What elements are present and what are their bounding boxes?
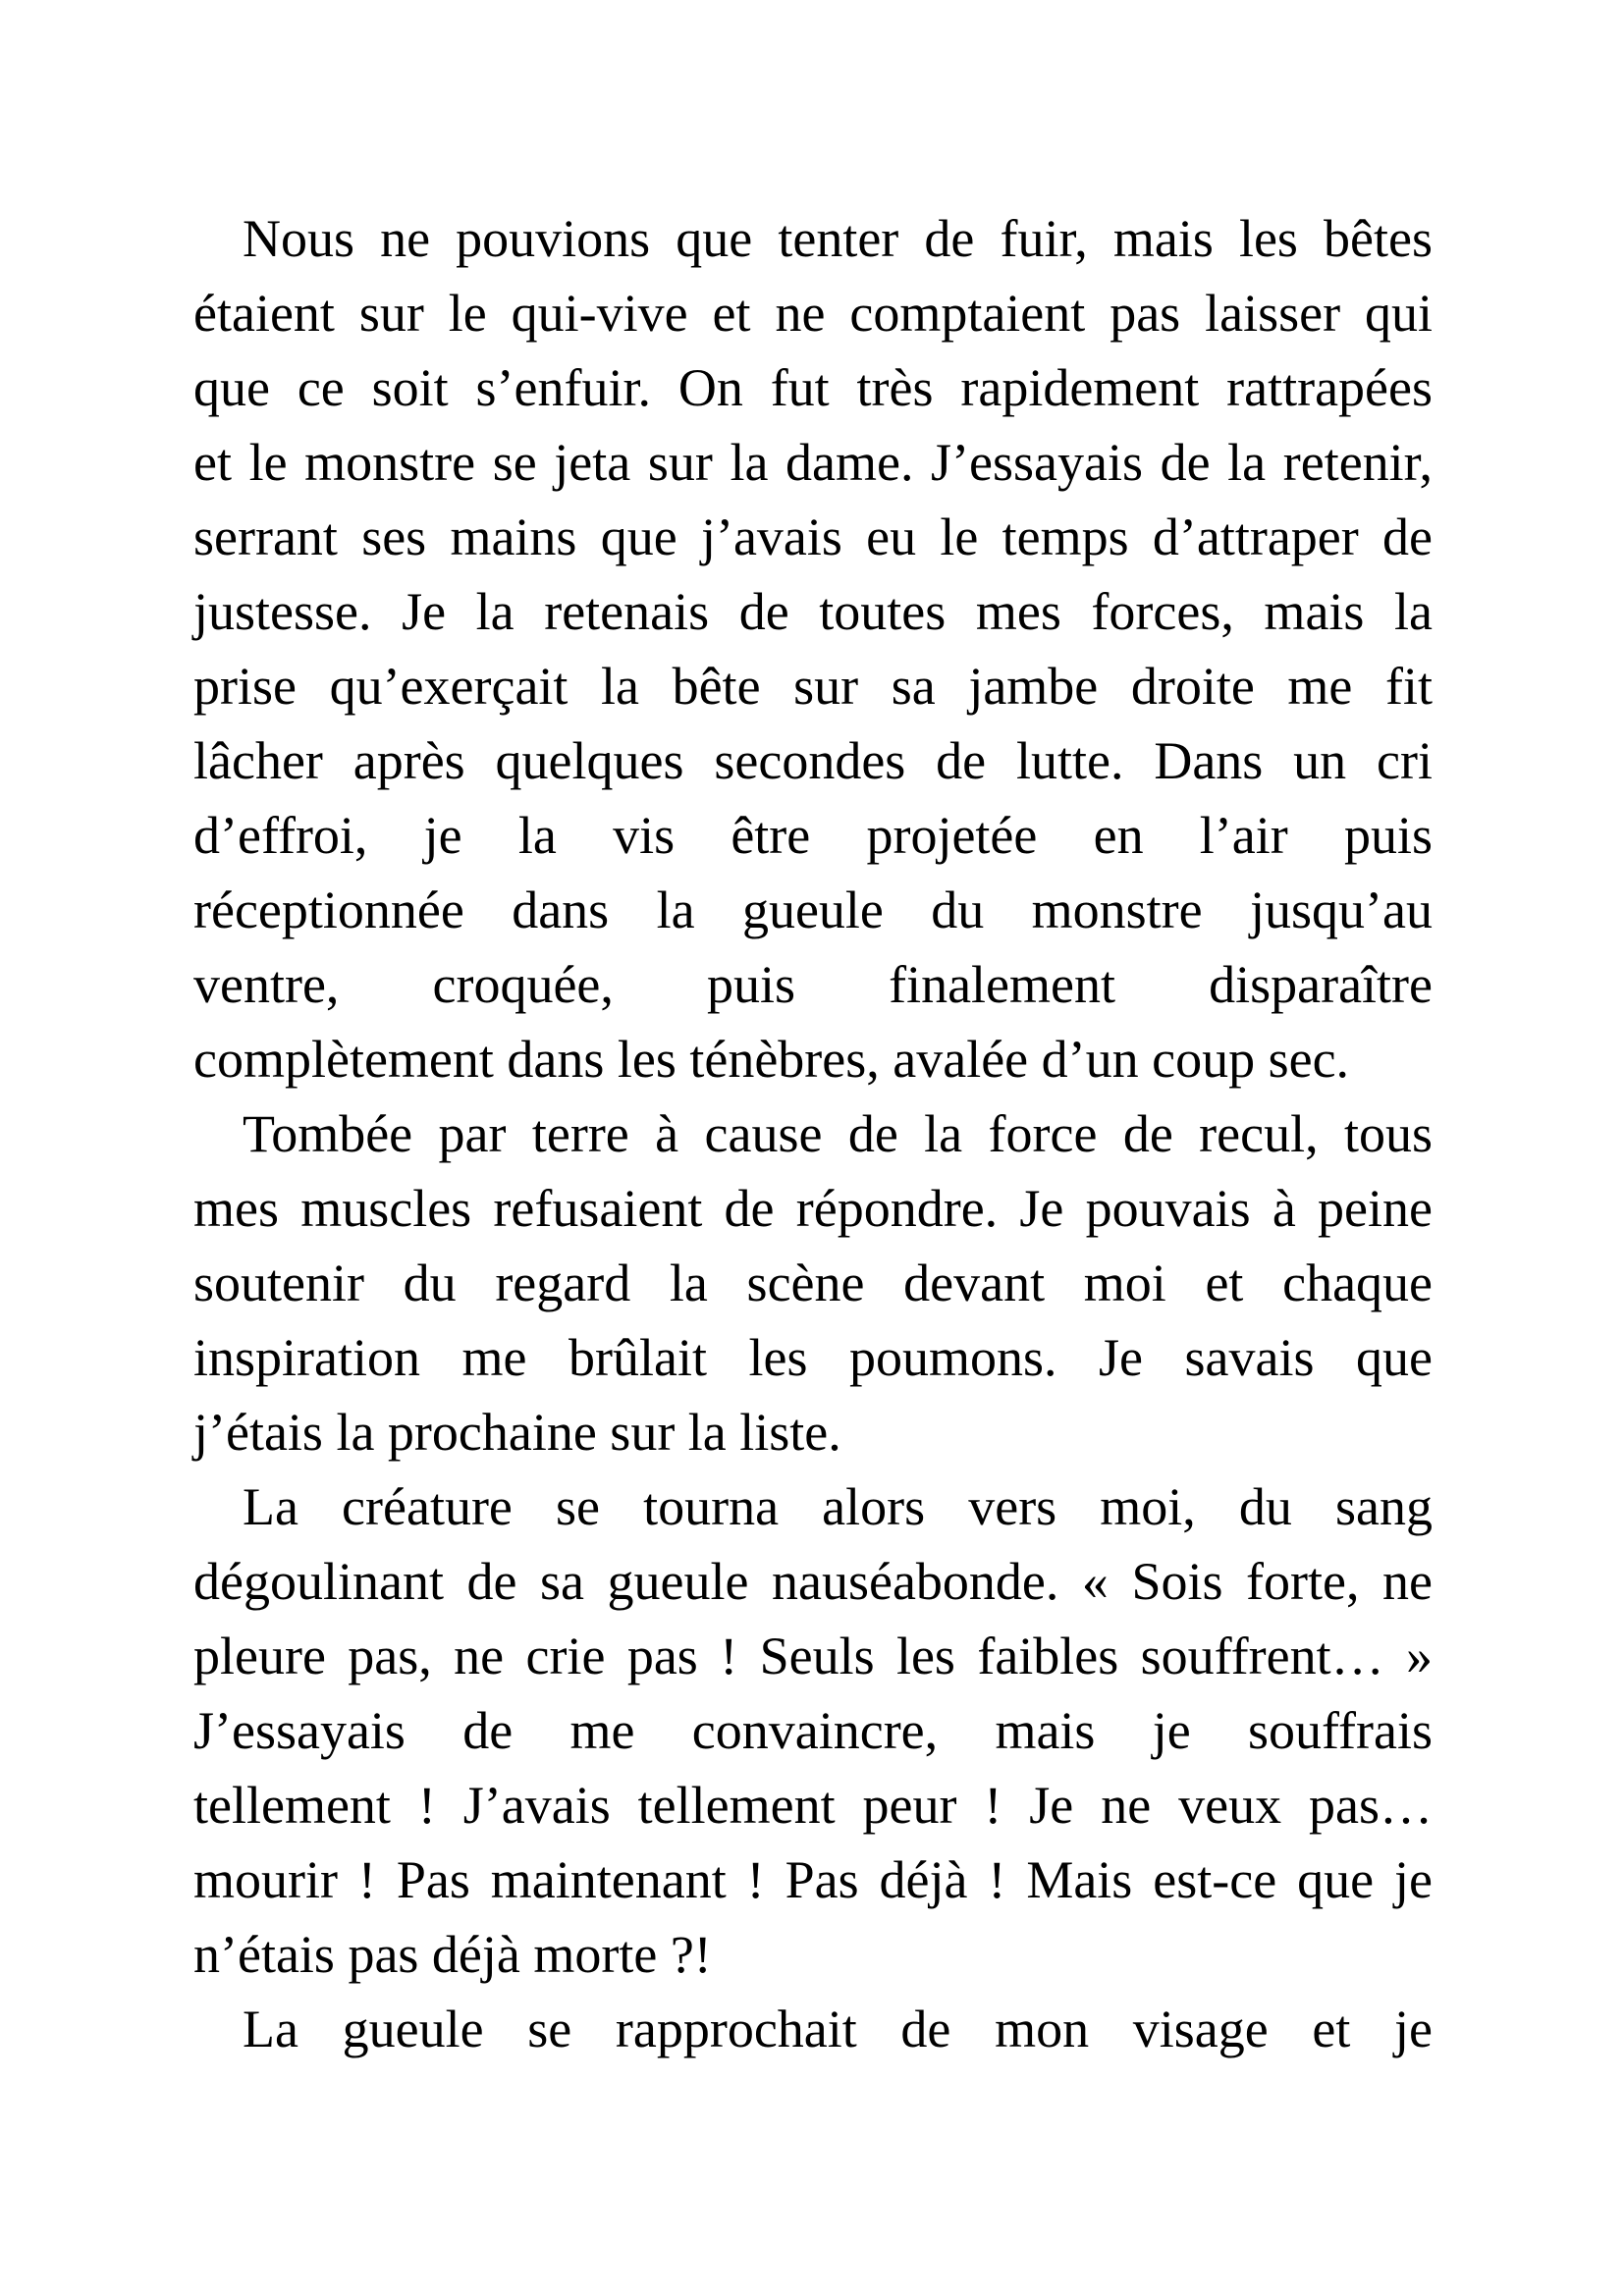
text-line: mes muscles refusaient de répondre. Je pouvais à peine	[193, 1179, 1433, 1238]
text-line: tellement ! J’avais tellement peur ! Je ne veux pas…	[193, 1776, 1433, 1835]
text-line: prise qu’exerçait la bête sur sa jambe droite me fit	[193, 657, 1433, 716]
text-line: pleure pas, ne crie pas ! Seuls les faibles souffrent… »	[193, 1627, 1433, 1685]
text-line: complètement dans les ténèbres, avalée d’un coup sec.	[193, 1030, 1350, 1089]
text-line: soutenir du regard la scène devant moi et chaque	[193, 1254, 1433, 1312]
paragraph	[193, 1992, 1433, 2066]
text-line: justesse. Je la retenais de toutes mes forces, mais la	[193, 582, 1433, 641]
text-line: inspiration me brûlait les poumons. Je savais que	[193, 1328, 1433, 1387]
text-line: n’étais pas déjà morte ?!	[193, 1925, 712, 1984]
text-line: J’essayais de me convaincre, mais je souffrais	[193, 1701, 1433, 1760]
text-line: et le monstre se jeta sur la dame. J’essayais de la retenir,	[193, 433, 1433, 492]
text-line: La gueule se rapprochait de mon visage et je	[243, 2000, 1433, 2058]
text-line: réceptionnée dans la gueule du monstre jusqu’au	[193, 881, 1433, 939]
paragraph	[193, 1096, 1433, 1469]
page-text	[193, 201, 1433, 2066]
text-line: Tombée par terre à cause de la force de recul, tous	[243, 1104, 1433, 1163]
text-line: La créature se tourna alors vers moi, du sang	[243, 1477, 1433, 1536]
text-line: mourir ! Pas maintenant ! Pas déjà ! Mais est-ce que je	[193, 1850, 1433, 1909]
text-line: étaient sur le qui-vive et ne comptaient pas laisser qui	[193, 284, 1433, 343]
paragraph	[193, 1469, 1433, 1992]
text-line: j’étais la prochaine sur la liste.	[193, 1403, 841, 1462]
text-line: lâcher après quelques secondes de lutte. Dans un cri	[193, 731, 1433, 790]
text-line: Nous ne pouvions que tenter de fuir, mais les bêtes	[243, 209, 1433, 268]
text-line: ventre, croquée, puis finalement disparaître	[193, 955, 1433, 1014]
text-line: d’effroi, je la vis être projetée en l’air puis	[193, 806, 1433, 865]
paragraph	[193, 201, 1433, 1096]
text-line: serrant ses mains que j’avais eu le temps d’attraper de	[193, 507, 1433, 566]
text-line: que ce soit s’enfuir. On fut très rapidement rattrapées	[193, 358, 1433, 417]
text-line: dégoulinant de sa gueule nauséabonde. « Sois forte, ne	[193, 1552, 1433, 1611]
